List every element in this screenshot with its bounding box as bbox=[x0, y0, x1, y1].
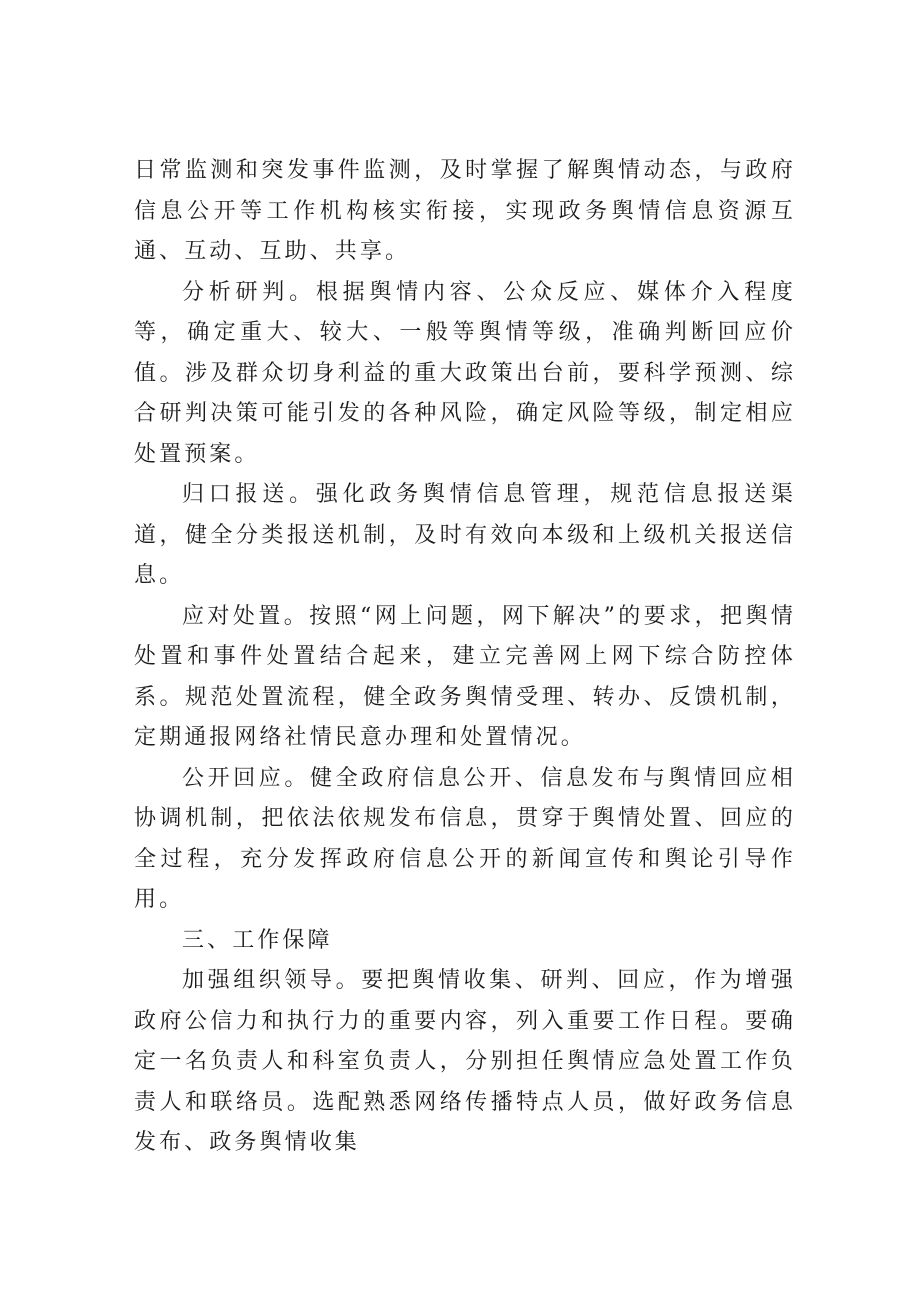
paragraph-public-response: 公开回应。健全政府信息公开、信息发布与舆情回应相协调机制，把依法依规发布信息，贯穿于舆情处置、回应的全过程，充分发挥政府信息公开的新闻宣传和舆论引导作用。 bbox=[134, 765, 796, 912]
paragraph-response-handling: 应对处置。按照“网上问题，网下解决”的要求，把舆情处置和事件处置结合起来，建立完善网上网下综合防控体系。规范处置流程，健全政务舆情受理、转办、反馈机制，定期通报网络社情民意办理和处置情况。 bbox=[134, 603, 796, 750]
document-body bbox=[134, 151, 796, 1164]
paragraph-continuation: 日常监测和突发事件监测，及时掌握了解舆情动态，与政府信息公开等工作机构核实衔接，实现政务舆情信息资源互通、互动、互助、共享。 bbox=[134, 158, 796, 264]
paragraph-analysis: 分析研判。根据舆情内容、公众反应、媒体介入程度等，确定重大、较大、一般等舆情等级，准确判断回应价值。涉及群众切身利益的重大政策出台前，要科学预测、综合研判决策可能引发的各种风险，确定风险等级，制定相应处置预案。 bbox=[134, 279, 796, 467]
paragraph-leadership: 加强组织领导。要把舆情收集、研判、回应，作为增强政府公信力和执行力的重要内容，列入重要工作日程。要确定一名负责人和科室负责人，分别担任舆情应急处置工作负责人和联络员。选配熟悉网络传播特点人员，做好政务信息发布、政务舆情收集 bbox=[134, 968, 796, 1155]
paragraph-reporting: 归口报送。强化政务舆情信息管理，规范信息报送渠道，健全分类报送机制，及时有效向本级和上级机关报送信息。 bbox=[134, 482, 796, 588]
section-heading: 三、工作保障 bbox=[182, 927, 333, 953]
